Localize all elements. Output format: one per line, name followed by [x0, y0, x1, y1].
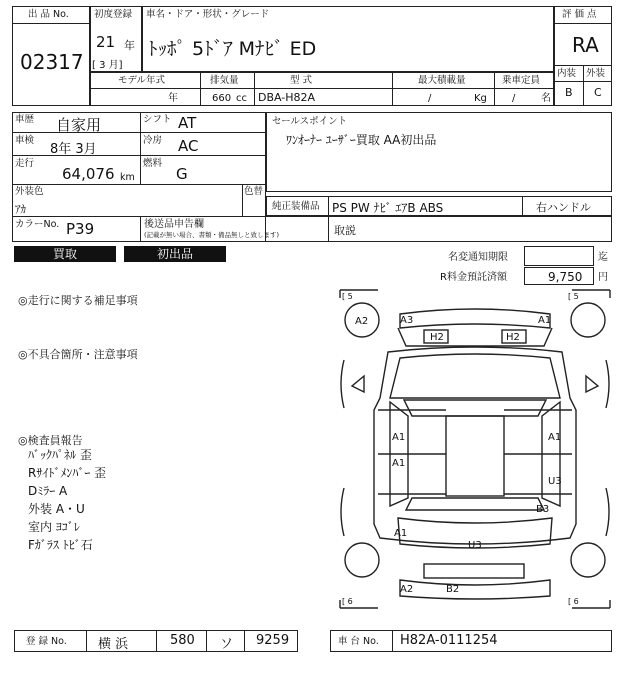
exterior-score: C: [594, 86, 602, 99]
car-name-label: 車名・ドア・形状・グレード: [146, 9, 270, 20]
inspector-lines: [28, 446, 106, 554]
inspection-value: 8年 3月: [50, 142, 97, 157]
displacement-unit: cc: [236, 93, 247, 104]
color-change-div: [242, 184, 243, 216]
inspector-line: ﾊﾞｯｸﾊﾟﾈﾙ 歪: [28, 448, 92, 462]
inspector-line: 室内 ﾖｺﾞﾚ: [28, 520, 80, 534]
car-name: ﾄｯﾎﾟ 5ﾄﾞｱ Mﾅﾋﾞ ED: [148, 38, 317, 60]
capacity-unit: 名: [541, 93, 551, 104]
tag-purchase: 買取: [14, 246, 116, 262]
rear-right-corner-label: [ 6: [568, 597, 579, 606]
code-right-rear-door: U3: [548, 476, 562, 487]
chassis-div: [392, 630, 393, 652]
color-no-label: カラーNo.: [15, 219, 60, 230]
steering-value: 右ハンドル: [536, 201, 591, 214]
type-value: DBA-H82A: [258, 91, 316, 104]
max-load-label: 最大積載量: [418, 75, 466, 86]
equipment-value: PS PW ﾅﾋﾞ ｴｱB ABS: [332, 201, 444, 215]
first-reg-year: 21: [96, 33, 116, 51]
inspector-line: 外装 A・U: [28, 502, 85, 516]
recycle-value: 9,750: [548, 270, 583, 284]
code-rear-panel: U3: [468, 540, 482, 551]
spec-div-2: [254, 72, 255, 106]
int-ext-divider: [583, 65, 584, 106]
sales-point-value: ﾜﾝｵｰﾅｰ ﾕｰｻﾞｰ買取 AA初出品: [286, 133, 437, 147]
color-value: ｱｶ: [15, 203, 26, 216]
rating-label: 評 価 点: [562, 9, 597, 20]
spec-div-3: [392, 72, 393, 106]
displacement-value: 660: [212, 93, 232, 104]
recycle-unit: 円: [598, 272, 608, 283]
equipment-div-2: [522, 196, 523, 216]
mileage-label: 走行: [15, 158, 35, 169]
defects-heading: ◎不具合箇所・注意事項: [18, 348, 138, 361]
inspector-line: Rｻｲﾄﾞﾒﾝﾊﾞｰ 歪: [28, 466, 107, 480]
inspector-line: Fｶﾞﾗｽ ﾄﾋﾞ石: [28, 538, 93, 552]
capacity-sep: /: [512, 93, 516, 104]
code-rear-bumper-left: A2: [400, 584, 414, 595]
recycle-label: R料金預託済額: [440, 272, 507, 283]
rear-left-corner-label: [ 6: [342, 597, 353, 606]
rating-score: RA: [572, 33, 599, 57]
car-damage-diagram: [338, 288, 612, 610]
model-year-unit: 年: [168, 93, 178, 104]
later-docs-label: 後送品申告欄: [144, 219, 204, 230]
details-div-h3: [12, 184, 266, 185]
interior-label: 内装: [557, 68, 577, 79]
reg-class: 580: [170, 633, 195, 648]
details-div-h1: [12, 132, 266, 133]
code-left-front-door: A1: [392, 432, 406, 443]
front-left-corner-label: [ 5: [342, 292, 353, 301]
color-no-value: P39: [66, 220, 95, 238]
int-ext-label-line: [554, 81, 612, 82]
history-label: 車歴: [15, 114, 35, 125]
code-headlight-left: H2: [430, 332, 444, 343]
sales-point-label: セールスポイント: [272, 116, 348, 127]
name-change-box: [524, 246, 594, 266]
interior-score: B: [565, 86, 573, 99]
shift-value: AT: [178, 114, 197, 132]
spec-label-line: [90, 88, 554, 89]
ac-value: AC: [178, 137, 199, 155]
reg-area: 横 浜: [98, 637, 129, 652]
later-docs-note: (記載が無い場合、書類・備品無しと致します): [144, 231, 280, 239]
front-right-corner-label: [ 5: [568, 292, 579, 301]
lot-number: 02317: [20, 50, 84, 74]
code-bumper-right: A1: [538, 315, 552, 326]
code-left-rear: A1: [394, 528, 408, 539]
tag-first-listing: 初出品: [124, 246, 226, 262]
chassis-number: H82A-0111254: [400, 633, 498, 648]
reg-div-1: [86, 630, 87, 652]
reg-number: 9259: [256, 633, 290, 648]
color-change-label: 色替: [244, 186, 264, 197]
name-change-suffix: 迄: [598, 252, 608, 263]
first-reg-year-unit: 年: [124, 39, 135, 52]
inspector-line: Dﾐﾗｰ A: [28, 484, 68, 498]
reg-label: 登 録 No.: [26, 636, 67, 647]
inspection-label: 車検: [15, 135, 35, 146]
reg-div-3: [206, 630, 207, 652]
lot-label: 出 品 No.: [28, 9, 69, 20]
fuel-label: 燃料: [143, 158, 163, 169]
displacement-label: 排気量: [210, 75, 239, 86]
reg-kana: ソ: [220, 637, 234, 652]
max-load-unit: Kg: [474, 93, 487, 104]
code-bumper-left: A3: [400, 315, 414, 326]
code-headlight-right: H2: [506, 332, 520, 343]
later-docs-value: 取説: [334, 224, 356, 237]
fuel-value: G: [176, 165, 188, 183]
inspector-heading: ◎検査員報告: [18, 434, 83, 447]
details-div-v: [140, 112, 141, 184]
max-load-sep: /: [428, 93, 432, 104]
spec-div-1: [200, 72, 201, 106]
code-left-rear-door: A1: [392, 458, 406, 469]
code-right-rear-fender: B3: [536, 504, 550, 515]
shift-label: シフト: [143, 114, 172, 125]
first-reg-label: 初度登録: [94, 9, 133, 20]
history-value: 自家用: [56, 116, 102, 134]
model-year-label: モデル年式: [118, 75, 166, 86]
first-reg-month: [ 3 月]: [92, 60, 123, 71]
type-label: 型 式: [290, 75, 313, 86]
code-front-left-tire: A2: [355, 316, 369, 327]
running-heading: ◎走行に関する補足事項: [18, 294, 138, 307]
exterior-label: 外装: [586, 68, 606, 79]
reg-div-2: [156, 630, 157, 652]
spec-div-4: [494, 72, 495, 106]
ac-label: 冷房: [143, 135, 163, 146]
color-label: 外装色: [15, 186, 44, 197]
name-change-label: 名変通知期限: [448, 252, 508, 263]
mileage-unit: km: [120, 172, 135, 183]
mileage-value: 64,076: [62, 165, 115, 183]
chassis-label: 車 台 No.: [338, 636, 379, 647]
equipment-label: 純正装備品: [272, 201, 320, 212]
rating-label-line: [554, 6, 612, 24]
code-rear-bumper-right: B2: [446, 584, 460, 595]
code-right-front-door: A1: [548, 432, 562, 443]
reg-div-4: [244, 630, 245, 652]
capacity-label: 乗車定員: [502, 75, 541, 86]
